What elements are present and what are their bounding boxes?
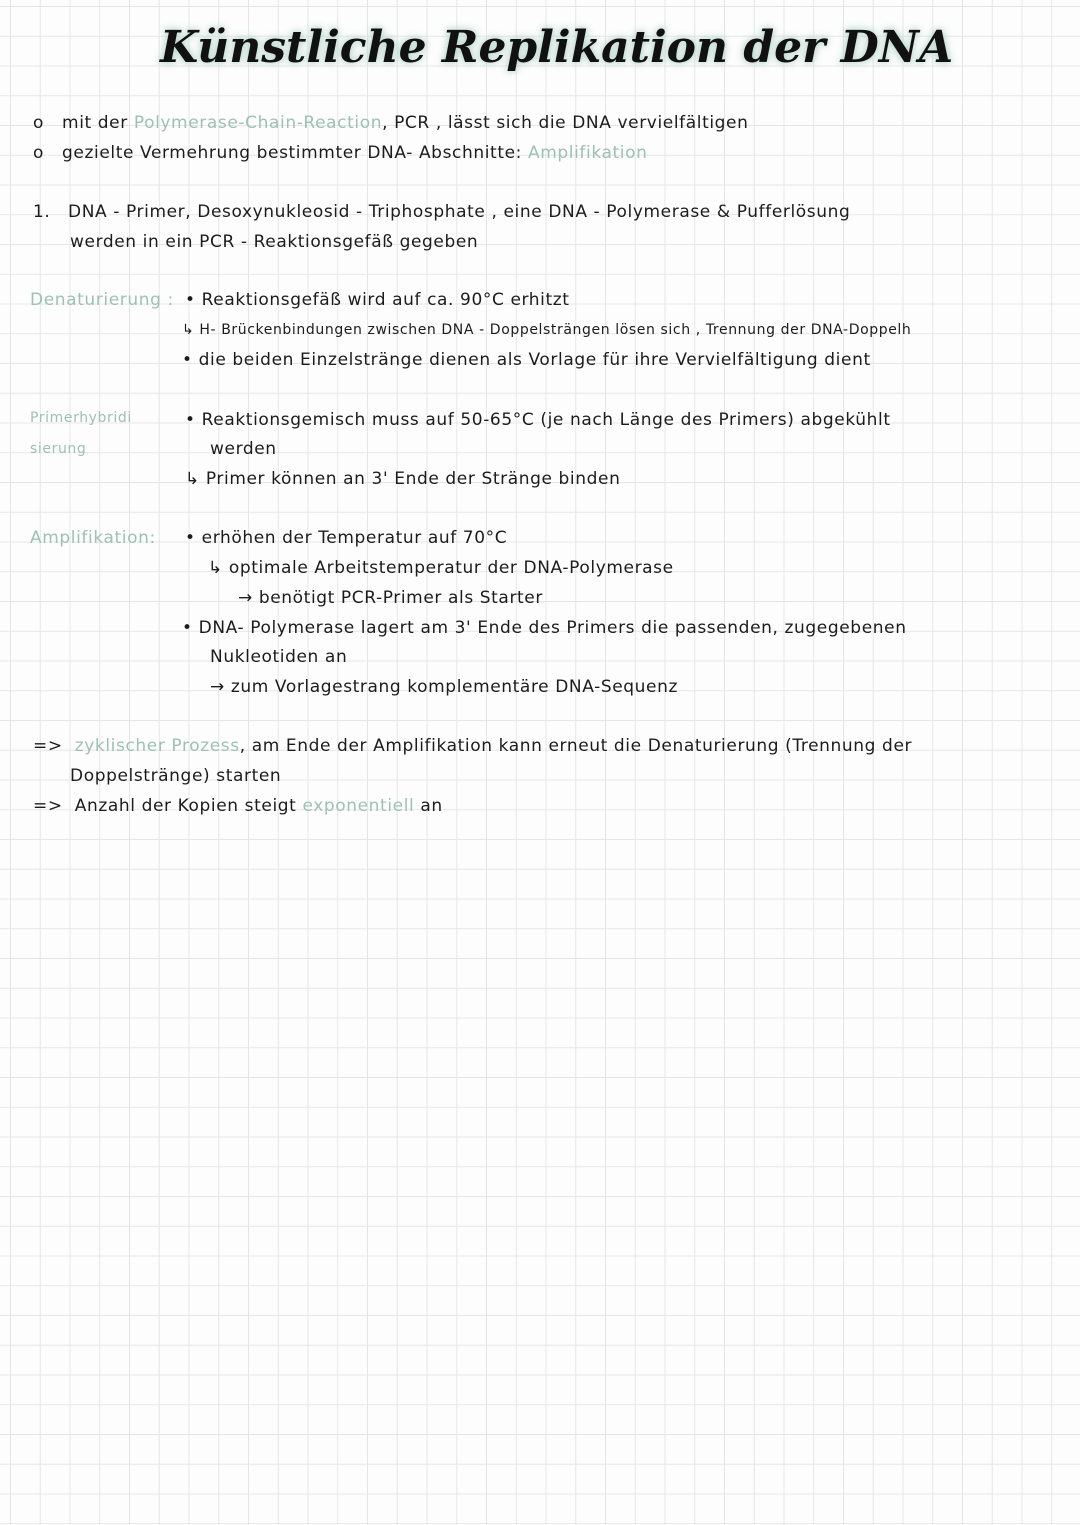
section-label-amplifikation: Amplifikation:	[30, 528, 156, 548]
note-line: • Reaktionsgefäß wird auf ca. 90°C erhitzt	[185, 290, 570, 310]
step-text: DNA - Primer, Desoxynukleosid - Triphosphate , eine DNA - Polymerase & Pufferlösung	[68, 202, 851, 222]
note-line: • DNA- Polymerase lagert am 3' Ende des Primers die passenden, zugegebenen	[182, 618, 907, 638]
intro-item: o mit der Polymerase-Chain-Reaction, PCR , lässt sich die DNA vervielfältigen	[33, 113, 749, 133]
conclusion-line: => Anzahl der Kopien steigt exponentiell an	[33, 796, 443, 816]
note-line: → zum Vorlagestrang komplementäre DNA-Sequenz	[210, 677, 678, 697]
note-line: ↳ Primer können an 3' Ende der Stränge binden	[185, 469, 621, 489]
note-line: • die beiden Einzelstränge dienen als Vorlage für ihre Vervielfältigung dient	[182, 350, 871, 370]
note-line: • Reaktionsgemisch muss auf 50-65°C (je nach Länge des Primers) abgekühlt	[185, 410, 891, 430]
section-label-primerhybridisierung: Primerhybridi	[30, 410, 132, 426]
note-line: → benötigt PCR-Primer als Starter	[238, 588, 543, 608]
note-line: Nukleotiden an	[210, 647, 348, 667]
intro-item: o gezielte Vermehrung bestimmter DNA- Abschnitte: Amplifikation	[33, 143, 648, 163]
section-label-denaturierung: Denaturierung :	[30, 290, 174, 310]
note-line: werden	[210, 439, 277, 459]
note-line: ↳ H- Brückenbindungen zwischen DNA - Doppelsträngen lösen sich , Trennung der DNA-Doppelh	[182, 322, 912, 338]
page-title: Künstliche Replikation der DNA	[160, 22, 954, 73]
conclusion-line: => zyklischer Prozess, am Ende der Amplifikation kann erneut die Denaturierung (Trennung der	[33, 736, 913, 756]
note-line: • erhöhen der Temperatur auf 70°C	[185, 528, 508, 548]
step-number: 1.	[33, 202, 51, 222]
conclusion-line: Doppelstränge) starten	[70, 766, 282, 786]
section-label-primerhybridisierung-2: sierung	[30, 441, 87, 457]
note-line: ↳ optimale Arbeitstemperatur der DNA-Polymerase	[208, 558, 674, 578]
step-text: werden in ein PCR - Reaktionsgefäß gegeben	[70, 232, 479, 252]
